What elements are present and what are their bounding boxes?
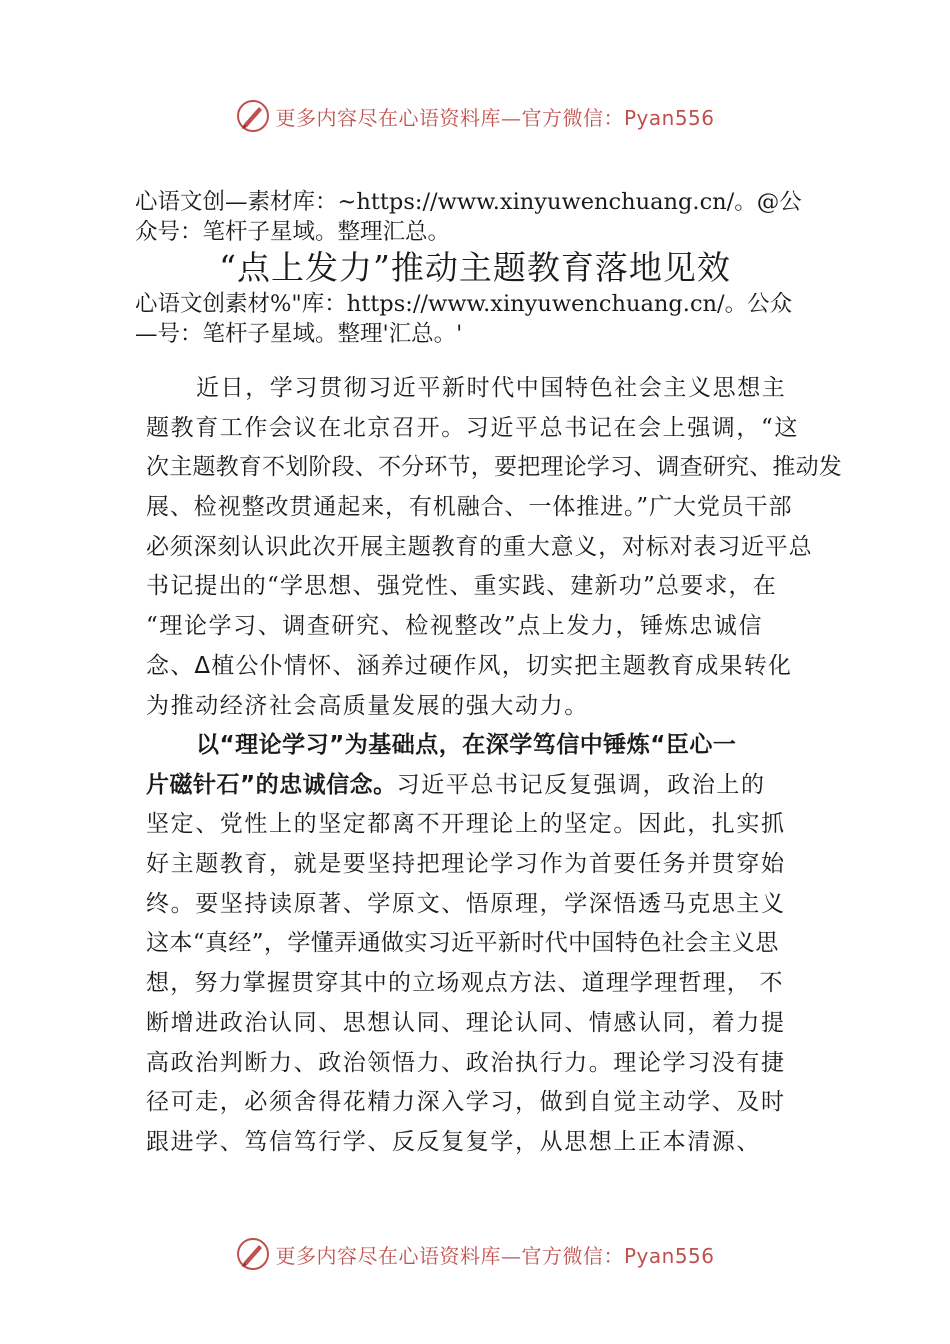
text-line: 想，努力掌握贯穿其中的立场观点方法、道理学理哲理， 不	[146, 970, 784, 997]
text-line: 径可走，必须舍得花精力深入学习，做到自觉主动学、及时	[146, 1089, 786, 1116]
sub-meta-line: —号：笔杆子星域。整理'汇总。'	[135, 321, 463, 347]
section-heading-cont: 片磁针石”的忠诚信念。	[146, 771, 397, 798]
pen-logo-icon	[235, 98, 271, 134]
banner-text: 更多内容尽在心语资料库—官方微信：Pyan556	[275, 1243, 715, 1268]
text-line: 高政治判断力、政治领悟力、政治执行力。理论学习没有捷	[146, 1049, 786, 1076]
banner-text: 更多内容尽在心语资料库—官方微信：Pyan556	[275, 105, 715, 130]
text-line: 必须深刻认识此次开展主题教育的重大意义，对标对表习近平总	[146, 533, 813, 560]
paragraph-intro	[146, 369, 842, 726]
header-meta-line: 众号：笔杆子星域。整理汇总。	[135, 219, 451, 245]
text-line: 次主题教育不划阶段、不分环节，要把理论学习、调查研究、推动发	[146, 454, 842, 481]
footer-banner	[0, 1234, 950, 1274]
text-line: 坚定、党性上的坚定都离不开理论上的坚定。因此，扎实抓	[146, 811, 786, 838]
text-line: “理论学习、调查研究、检视整改”点上发力，锤炼忠诚信	[146, 613, 764, 640]
paragraph-theory-study	[146, 726, 836, 1163]
header-meta-line: 心语文创—素材库：~https://www.xinyuwenchuang.cn/。@公	[135, 189, 802, 215]
text-line: 书记提出的“学思想、强党性、重实践、建新功”总要求，在	[146, 573, 777, 600]
text-line: 这本“真经”，学懂弄通做实习近平新时代中国特色社会主义思	[146, 930, 779, 957]
text-line: 断增进政治认同、思想认同、理论认同、情感认同，着力提	[146, 1009, 786, 1036]
sub-meta	[135, 289, 835, 349]
text-line: 念、ᐃ植公仆情怀、涵养过硬作风，切实把主题教育成果转化	[146, 652, 793, 679]
text-line: 题教育工作会议在北京召开。习近平总书记在会上强调，“这	[146, 414, 799, 441]
page-title: “点上发力”推动主题教育落地见效	[219, 248, 731, 287]
text-line: 跟进学、笃信笃行学、反反复复学，从思想上正本清源、	[146, 1128, 761, 1155]
text-line: 为推动经济社会高质量发展的强大动力。	[146, 692, 589, 719]
wechat-id: Pyan556	[623, 1243, 715, 1268]
header-meta	[135, 187, 835, 247]
text-run: 习近平总书记反复强调，政治上的	[396, 771, 766, 798]
text-line: 好主题教育，就是要坚持把理论学习作为首要任务并贯穿始	[146, 851, 786, 878]
wechat-id: Pyan556	[623, 105, 715, 130]
text-line: 展、检视整改贯通起来，有机融合、一体推进。”广大党员干部	[146, 494, 793, 521]
pen-logo-icon	[235, 1236, 271, 1272]
text-line: 终。要坚持读原著、学原文、悟原理，学深悟透马克思主义	[146, 890, 786, 917]
sub-meta-line: 心语文创素材%"库：https://www.xinyuwenchuang.cn/。公众	[135, 291, 793, 317]
text-line	[146, 766, 836, 806]
text-line: 近日，学习贯彻习近平新时代中国特色社会主义思想主	[196, 375, 787, 401]
section-heading: 以“理论学习”为基础点，在深学笃信中锤炼“臣心一	[196, 732, 737, 758]
header-banner	[0, 96, 950, 136]
